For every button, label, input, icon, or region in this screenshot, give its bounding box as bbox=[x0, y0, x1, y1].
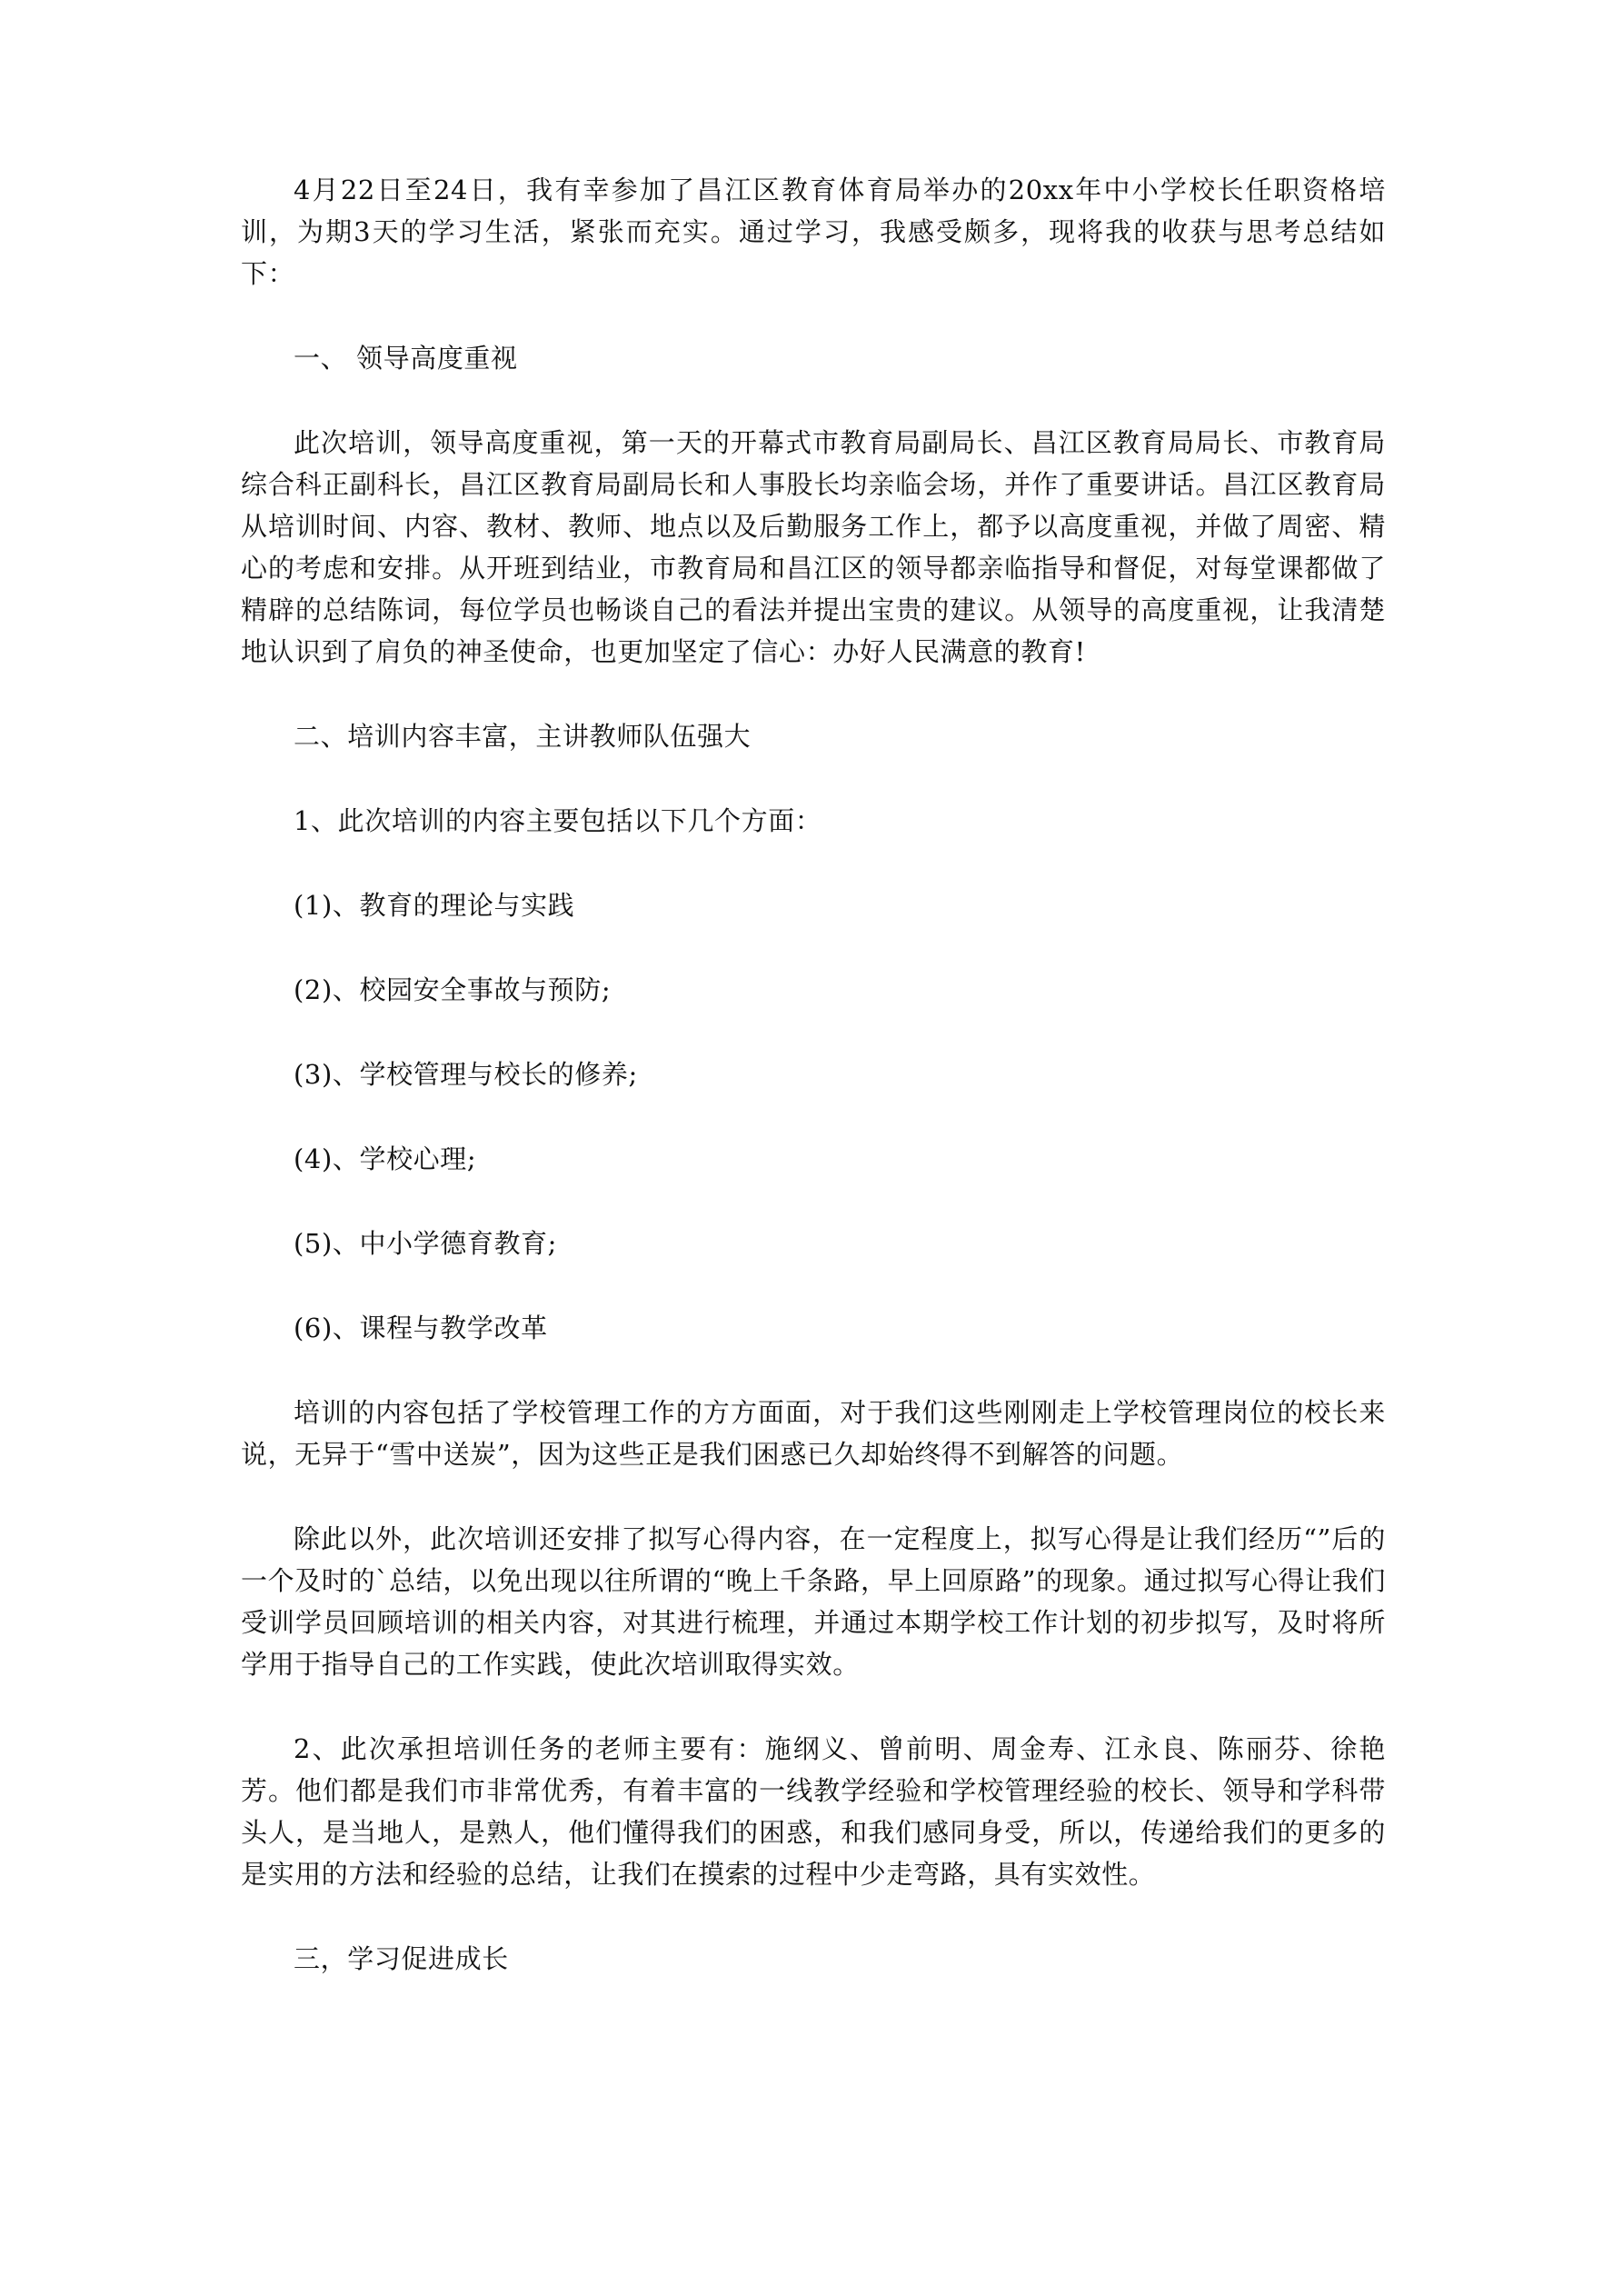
list-item: (4)、学校心理; bbox=[294, 1143, 477, 1174]
list-item: (6)、课程与教学改革 bbox=[294, 1313, 548, 1343]
section-1-paragraph: 此次培训，领导高度重视，第一天的开幕式市教育局副局长、昌江区教育局局长、市教育局综合科正副科长，昌江区教育局副局长和人事股长均亲临会场，并作了重要讲话。昌江区教育局从培训时间、内容、教材、教师、地点以及后勤服务工作上，都予以高度重视，并做了周密、精心的考虑和安排。从开班到结业，市教育局和昌江区的领导都亲临指导和督促，对每堂课都做了精辟的总结陈词，每位学员也畅谈自己的看法并提出宝贵的建议。从领导的高度重视，让我清楚地认识到了肩负的神圣使命，也更加坚定了信心：办好人民满意的教育! bbox=[241, 427, 1386, 667]
list-item: (3)、学校管理与校长的修养; bbox=[294, 1059, 638, 1090]
list-item: (1)、教育的理论与实践 bbox=[294, 890, 575, 921]
section-heading-1: 一、 领导高度重视 bbox=[294, 343, 518, 374]
content-list-intro: 1、此次培训的内容主要包括以下几个方面： bbox=[294, 805, 822, 836]
section-heading-2: 二、培训内容丰富，主讲教师队伍强大 bbox=[294, 721, 752, 752]
list-item: (5)、中小学德育教育; bbox=[294, 1228, 558, 1259]
intro-paragraph: 4月22日至24日，我有幸参加了昌江区教育体育局举办的20xx年中小学校长任职资格培训，为期3天的学习生活，紧张而充实。通过学习，我感受颇多，现将我的收获与思考总结如下： bbox=[241, 175, 1386, 289]
reflection-paragraph: 除此以外，此次培训还安排了拟写心得内容，在一定程度上，拟写心得是让我们经历“”后的一个及时的`总结，以免出现以往所谓的“晚上千条路，早上回原路”的现象。通过拟写心得让我们受训学员回顾培训的相关内容，对其进行梳理，并通过本期学校工作计划的初步拟写，及时将所学用于指导自己的工作实践，使此次培训取得实效。 bbox=[241, 1523, 1386, 1680]
list-item: (2)、校园安全事故与预防; bbox=[294, 974, 612, 1005]
document-body bbox=[241, 169, 1386, 2022]
section-heading-3: 三，学习促进成长 bbox=[294, 1943, 509, 1974]
teachers-paragraph: 2、此次承担培训任务的老师主要有：施纲义、曾前明、周金寿、江永良、陈丽芬、徐艳芳。他们都是我们市非常优秀，有着丰富的一线教学经验和学校管理经验的校长、领导和学科带头人，是当地人，是熟人，他们懂得我们的困惑，和我们感同身受，所以，传递给我们的更多的是实用的方法和经验的总结，让我们在摸索的过程中少走弯路，具有实效性。 bbox=[241, 1733, 1386, 1890]
training-content-paragraph: 培训的内容包括了学校管理工作的方方面面，对于我们这些刚刚走上学校管理岗位的校长来说，无异于“雪中送炭”，因为这些正是我们困惑已久却始终得不到解答的问题。 bbox=[241, 1397, 1386, 1470]
